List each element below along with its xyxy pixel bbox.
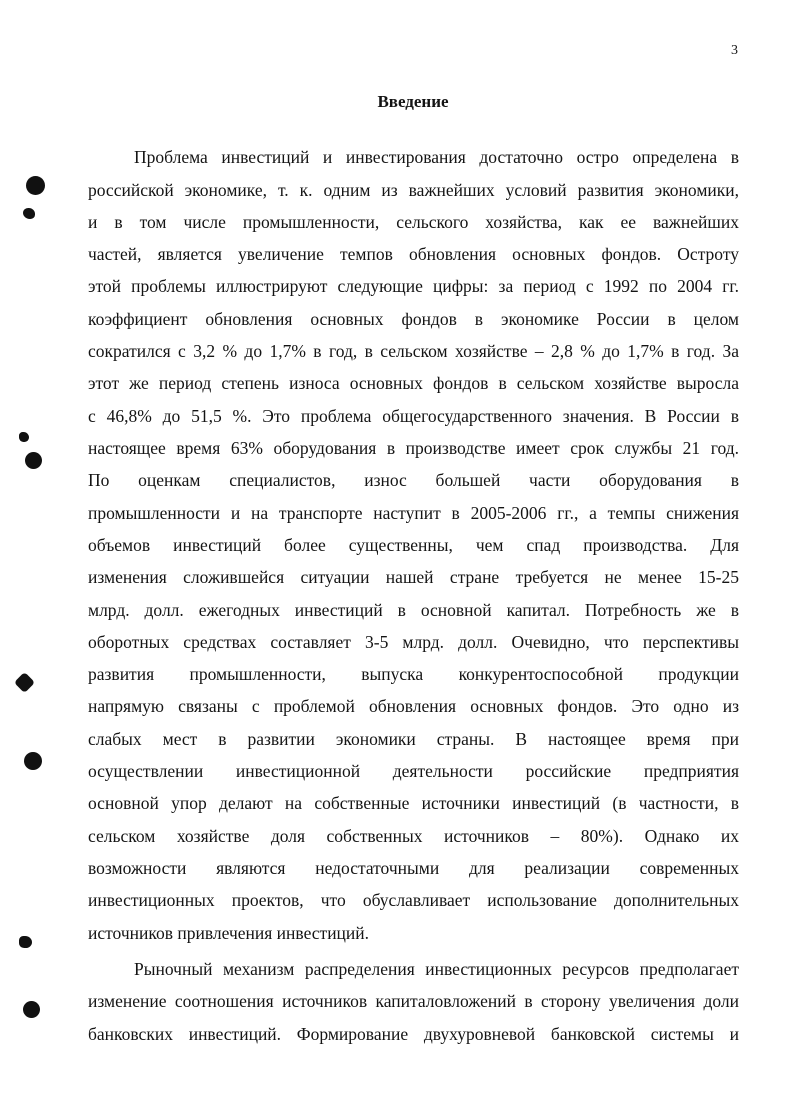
hole-mark bbox=[19, 936, 32, 948]
text-line: инвестиционных проектов, что обуславливает использование дополнительных bbox=[88, 890, 739, 910]
text-line: основной упор делают на собственные источники инвестиций (в частности, в bbox=[88, 793, 739, 813]
text-line: слабых мест в развитии экономики страны. В настоящее время при bbox=[88, 729, 739, 749]
text-line: осуществлении инвестиционной деятельности российские предприятия bbox=[88, 761, 739, 781]
text-line: Рыночный механизм распределения инвестиционных ресурсов предполагает bbox=[134, 959, 739, 979]
text-line: частей, является увеличение темпов обновления основных фондов. Остроту bbox=[88, 244, 739, 264]
hole-mark bbox=[14, 672, 35, 693]
page-number: 3 bbox=[731, 43, 738, 58]
text-line: этой проблемы иллюстрируют следующие цифры: за период с 1992 по 2004 гг. bbox=[88, 276, 739, 296]
text-line: этот же период степень износа основных фондов в сельском хозяйстве выросла bbox=[88, 373, 739, 393]
text-line: настоящее время 63% оборудования в производстве имеет срок службы 21 год. bbox=[88, 438, 739, 458]
text-line: напрямую связаны с проблемой обновления основных фондов. Это одно из bbox=[88, 696, 739, 716]
text-line: банковских инвестиций. Формирование двухуровневой банковской системы и bbox=[88, 1024, 739, 1044]
text-line: сократился с 3,2 % до 1,7% в год, в сельском хозяйстве – 2,8 % до 1,7% в год. За bbox=[88, 341, 739, 361]
page-title: Введение bbox=[377, 92, 449, 111]
text-line: возможности являются недостаточными для реализации современных bbox=[88, 858, 739, 878]
text-line: развития промышленности, выпуска конкурентоспособной продукции bbox=[88, 664, 739, 684]
text-line: источников привлечения инвестиций. bbox=[88, 923, 370, 943]
text-line: изменение соотношения источников капиталовложений в сторону увеличения доли bbox=[88, 991, 739, 1011]
hole-mark bbox=[24, 752, 42, 770]
text-line: с 46,8% до 51,5 %. Это проблема общегосударственного значения. В России в bbox=[88, 406, 739, 426]
text-line: сельском хозяйстве доля собственных источников – 80%). Однако их bbox=[88, 826, 739, 846]
text-line: и в том числе промышленности, сельского хозяйства, как ее важнейших bbox=[88, 212, 739, 232]
text-line: Проблема инвестиций и инвестирования достаточно остро определена в bbox=[134, 147, 739, 167]
hole-mark bbox=[26, 176, 45, 195]
hole-mark bbox=[23, 208, 35, 219]
text-line: оборотных средствах составляет 3-5 млрд. долл. Очевидно, что перспективы bbox=[88, 632, 739, 652]
text-line: коэффициент обновления основных фондов в экономике России в целом bbox=[88, 309, 739, 329]
hole-mark bbox=[19, 432, 29, 442]
text-line: российской экономике, т. к. одним из важнейших условий развития экономики, bbox=[88, 180, 739, 200]
hole-mark bbox=[25, 452, 42, 469]
text-line: объемов инвестиций более существенны, чем спад производства. Для bbox=[88, 535, 739, 555]
text-line: изменения сложившейся ситуации нашей стране требуется не менее 15-25 bbox=[88, 567, 739, 587]
text-line: По оценкам специалистов, износ большей части оборудования в bbox=[88, 470, 739, 490]
hole-mark bbox=[23, 1001, 40, 1018]
text-line: млрд. долл. ежегодных инвестиций в основной капитал. Потребность же в bbox=[88, 600, 739, 620]
text-line: промышленности и на транспорте наступит в 2005-2006 гг., а темпы снижения bbox=[88, 503, 739, 523]
